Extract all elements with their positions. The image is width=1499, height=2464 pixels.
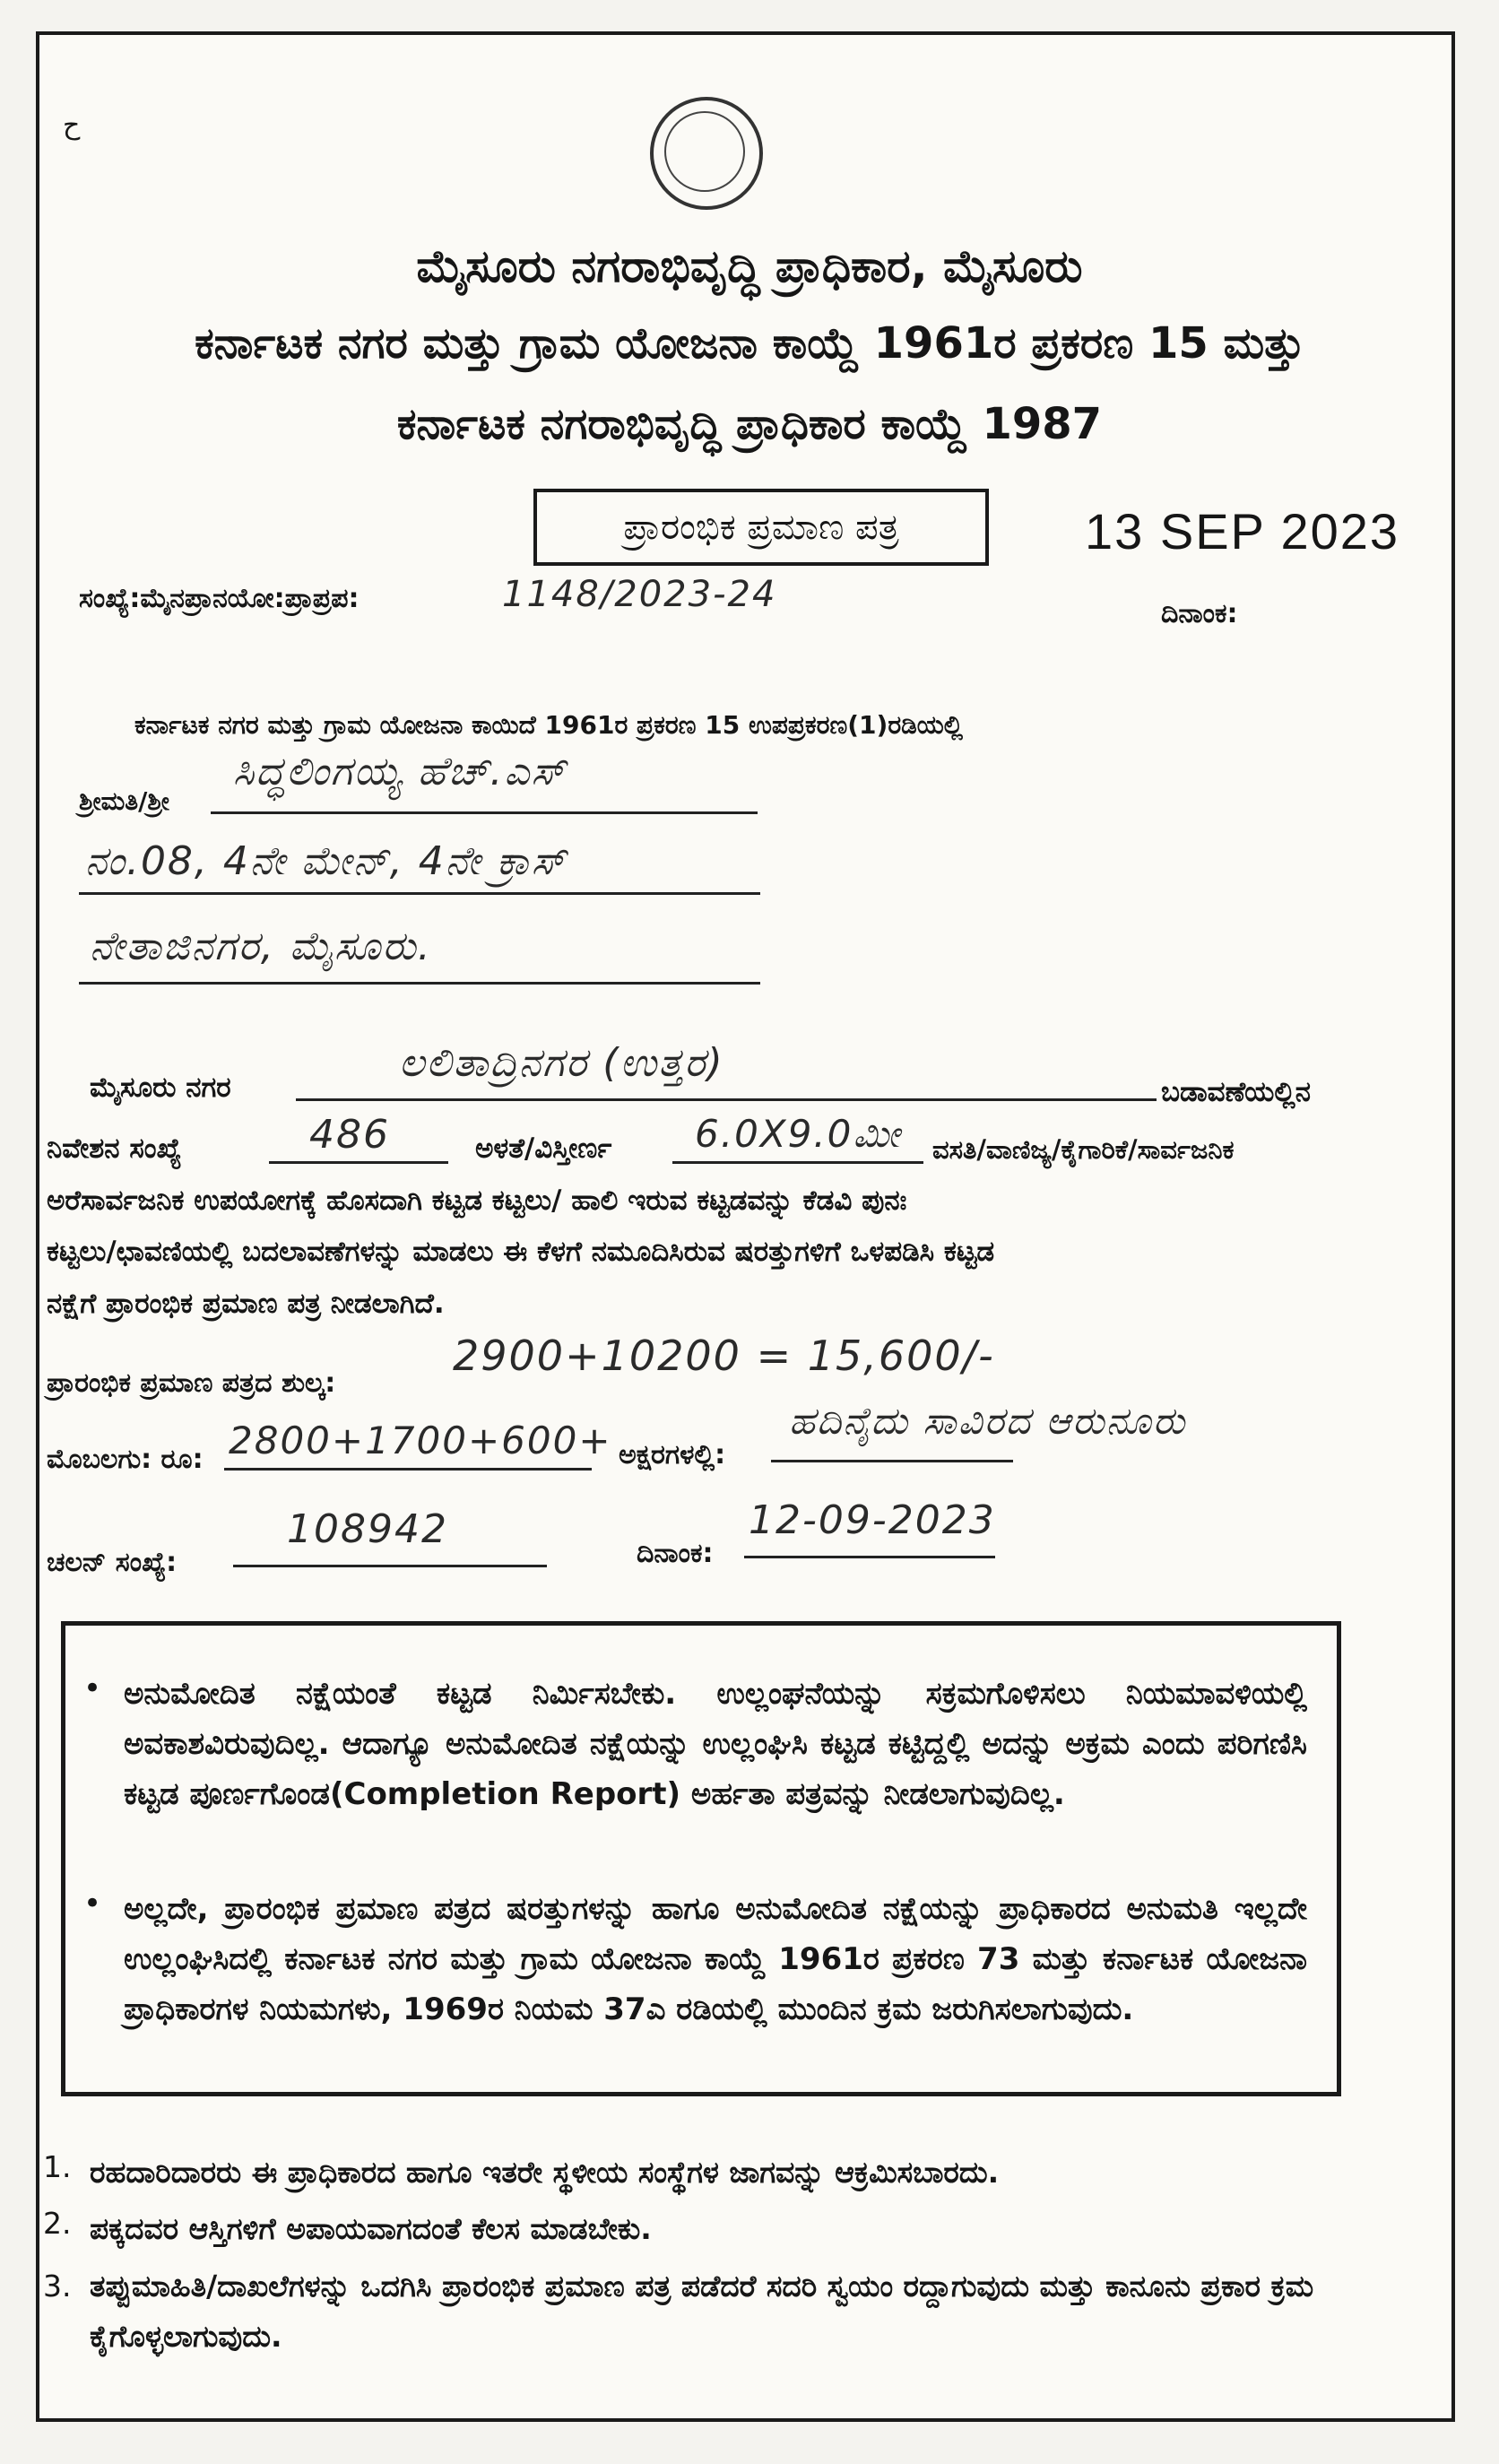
reference-number: 1148/2023-24 xyxy=(502,574,777,615)
challan-date: 12-09-2023 xyxy=(749,1497,996,1543)
act-reference-line-2: ಕರ್ನಾಟಕ ನಗರಾಭಿವೃದ್ಧಿ ಪ್ರಾಧಿಕಾರ ಕಾಯ್ದೆ 1987 xyxy=(396,399,1103,449)
fee-label: ಪ್ರಾರಂಭಿಕ ಪ್ರಮಾಣ ಪತ್ರದ ಶುಲ್ಕ: xyxy=(47,1367,336,1399)
challan-number: 108942 xyxy=(287,1506,448,1552)
act-reference-line: ಕರ್ನಾಟಕ ನಗರ ಮತ್ತು ಗ್ರಾಮ ಯೋಜನಾ ಕಾಯ್ದೆ 1961ರ ಪ್ರಕರಣ 15 ಮತ್ತು xyxy=(195,318,1304,369)
address-line-2 xyxy=(79,982,760,985)
challan-label: ಚಲನ್ ಸಂಖ್ಯೆ: xyxy=(47,1547,178,1578)
amount-in-words: ಹದಿನೈದು ಸಾವಿರದ ಆರುನೂರು xyxy=(789,1399,1187,1443)
amount-label: ಮೊಬಲಗು: ರೂ: xyxy=(47,1444,204,1475)
layout-name: ಲಲಿತಾದ್ರಿನಗರ (ಉತ್ತರ) xyxy=(399,1040,724,1086)
reference-date-label: ದಿನಾಂಕ: xyxy=(1161,598,1238,629)
seal-emblem-icon xyxy=(664,111,745,192)
amount-line xyxy=(224,1468,592,1471)
challan-line xyxy=(233,1565,547,1567)
certificate-title: ಪ್ರಾರಂಭಿಕ ಪ್ರಮಾಣ ಪತ್ರ xyxy=(533,489,989,566)
amount-words-label: ಅಕ್ಷರಗಳಲ್ಲಿ: xyxy=(619,1439,726,1471)
address-line-1 xyxy=(79,892,760,895)
condition-3: ತಪ್ಪುಮಾಹಿತಿ/ದಾಖಲೆಗಳನ್ನು ಒದಗಿಸಿ ಪ್ರಾರಂಭಿಕ ಪ್ರಮಾಣ ಪತ್ರ ಪಡೆದರೆ ಸದರಿ ಸ್ವಯಂ ರದ್ದಾಗುವುದು ಮತ್ತು ಕಾನೂನು ಪ್ರಕಾರ ಕ್ರಮ ಕೈಗೊಳ್ಳಲಾಗುವುದು. xyxy=(90,2269,1314,2354)
permission-paragraph-line-3: ನಕ್ಷೆಗೆ ಪ್ರಾರಂಭಿಕ ಪ್ರಮಾಣ ಪತ್ರ ನೀಡಲಾಗಿದೆ. xyxy=(47,1288,445,1320)
permission-paragraph-line-2: ಕಟ್ಟಲು/ಛಾವಣಿಯಲ್ಲಿ ಬದಲಾವಣೆಗಳನ್ನು ಮಾಡಲು ಈ ಕೆಳಗೆ ನಮೂದಿಸಿರುವ ಷರತ್ತುಗಳಿಗೆ ಒಳಪಡಿಸಿ ಕಟ್ಟಡ xyxy=(47,1236,995,1268)
layout-suffix: ಬಡಾವಣೆಯಲ್ಲಿನ xyxy=(1161,1076,1312,1108)
permission-paragraph-line-1: ಅರೆಸಾರ್ವಜನಿಕ ಉಪಯೋಗಕ್ಕೆ ಹೊಸದಾಗಿ ಕಟ್ಟಡ ಕಟ್ಟಲು/ ಹಾಲಿ ಇರುವ ಕಟ್ಟಡವನ್ನು ಕೆಡವಿ ಪುನಃ xyxy=(47,1184,907,1217)
challan-date-label: ದಿನಾಂಕ: xyxy=(637,1538,714,1569)
applicant-address-1: ನಂ.08, 4ನೇ ಮೇನ್, 4ನೇ ಕ್ರಾಸ್ xyxy=(85,838,568,884)
bullet-icon: • xyxy=(83,1670,102,1706)
site-size-line xyxy=(672,1161,923,1164)
size-label: ಅಳತೆ/ವಿಸ್ತೀರ್ಣ xyxy=(475,1132,612,1165)
applicant-name: ಸಿದ್ಧಲಿಂಗಯ್ಯ ಹೆಚ್.ಎಸ್ xyxy=(233,749,568,794)
notice-2: ಅಲ್ಲದೇ, ಪ್ರಾರಂಭಿಕ ಪ್ರಮಾಣ ಪತ್ರದ ಷರತ್ತುಗಳನ್ನು ಹಾಗೂ ಅನುಮೋದಿತ ನಕ್ಷೆಯನ್ನು ಪ್ರಾಧಿಕಾರದ ಅನುಮತಿ ಇಲ್ಲದೇ ಉಲ್ಲಂಘಿಸಿದಲ್ಲಿ ಕರ್ನಾಟಕ ನಗರ ಮತ್ತು ಗ್ರಾಮ ಯೋಜನಾ ಕಾಯ್ದೆ 1961ರ ಪ್ರಕರಣ 73 ಮತ್ತು ಕರ್ನಾಟಕ ಯೋಜನಾ ಪ್ರಾಧಿಕಾರಗಳ ನಿಯಮಗಳು, 1969ರ ನಿಯಮ 37ಎ ರಡಿಯಲ್ಲಿ ಮುಂದಿನ ಕ್ರಮ ಜರುಗಿಸಲಾಗುವುದು. xyxy=(124,1891,1307,2027)
notice-1: ಅನುಮೋದಿತ ನಕ್ಷೆಯಂತೆ ಕಟ್ಟಡ ನಿರ್ಮಿಸಬೇಕು. ಉಲ್ಲಂಘನೆಯನ್ನು ಸಕ್ರಮಗೊಳಿಸಲು ನಿಯಮಾವಳಿಯಲ್ಲಿ ಅವಕಾಶವಿರುವುದಿಲ್ಲ. ಆದಾಗ್ಯೂ ಅನುಮೋದಿತ ನಕ್ಷೆಯನ್ನು ಉಲ್ಲಂಘಿಸಿ ಕಟ್ಟಡ ಕಟ್ಟಿದ್ದಲ್ಲಿ ಅದನ್ನು ಅಕ್ರಮ ಎಂದು ಪರಿಗಣಿಸಿ ಕಟ್ಟಡ ಪೂರ್ಣಗೊಂಡ(Completion Report) ಅರ್ಹತಾ ಪತ್ರವನ್ನು ನೀಡಲಾಗುವುದಿಲ್ಲ. xyxy=(124,1676,1307,1812)
condition-number-2: 2. xyxy=(43,2206,72,2241)
site-number-line xyxy=(269,1161,448,1164)
amount-value: 2800+1700+600+ xyxy=(229,1419,612,1462)
margin-mark: ح xyxy=(63,109,81,141)
amount-words-line xyxy=(771,1460,1013,1462)
site-number-label: ನಿವೇಶನ ಸಂಖ್ಯೆ xyxy=(47,1132,182,1165)
intro-line: ಕರ್ನಾಟಕ ನಗರ ಮತ್ತು ಗ್ರಾಮ ಯೋಜನಾ ಕಾಯಿದೆ 1961ರ ಪ್ರಕರಣ 15 ಉಪಪ್ರಕರಣ(1)ರಡಿಯಲ್ಲಿ xyxy=(134,710,963,740)
condition-number-3: 3. xyxy=(43,2269,72,2303)
site-size: 6.0X9.0ಮೀ xyxy=(695,1112,902,1156)
authority-title: ಮೈಸೂರು ನಗರಾಭಿವೃದ್ಧಿ ಪ್ರಾಧಿಕಾರ, ಮೈಸೂರು xyxy=(416,240,1083,292)
date-stamp: 13 SEP 2023 xyxy=(1085,503,1400,560)
usage-types: ವಸತಿ/ವಾಣಿಜ್ಯ/ಕೈಗಾರಿಕೆ/ಸಾರ್ವಜನಿಕ xyxy=(932,1134,1235,1165)
notice-box xyxy=(61,1621,1341,2096)
condition-1: ರಹದಾರಿದಾರರು ಈ ಪ್ರಾಧಿಕಾರದ ಹಾಗೂ ಇತರೇ ಸ್ಥಳೀಯ ಸಂಸ್ಥೆಗಳ ಜಾಗವನ್ನು ಆಕ್ರಮಿಸಬಾರದು. xyxy=(90,2155,1000,2190)
applicant-address-2: ನೇತಾಜಿನಗರ, ಮೈಸೂರು. xyxy=(90,924,432,969)
layout-line xyxy=(296,1098,1157,1101)
city-label: ಮೈಸೂರು ನಗರ xyxy=(90,1071,231,1104)
applicant-name-line xyxy=(211,811,758,814)
condition-2: ಪಕ್ಕದವರ ಆಸ್ತಿಗಳಿಗೆ ಅಪಾಯವಾಗದಂತೆ ಕೆಲಸ ಮಾಡಬೇಕು. xyxy=(90,2211,652,2246)
applicant-label: ಶ್ರೀಮತಿ/ಶ್ರೀ xyxy=(79,786,169,816)
fee-value: 2900+10200 = 15,600/- xyxy=(453,1332,995,1380)
site-number: 486 xyxy=(309,1112,390,1158)
authority-seal xyxy=(650,97,763,210)
condition-number-1: 1. xyxy=(43,2149,72,2184)
challan-date-line xyxy=(744,1556,995,1558)
bullet-icon: • xyxy=(83,1886,102,1922)
reference-label: ಸಂಖ್ಯೆ:ಮೈನಪ್ರಾನಯೋ:ಪ್ರಾಪ್ರಪ: xyxy=(79,583,360,614)
